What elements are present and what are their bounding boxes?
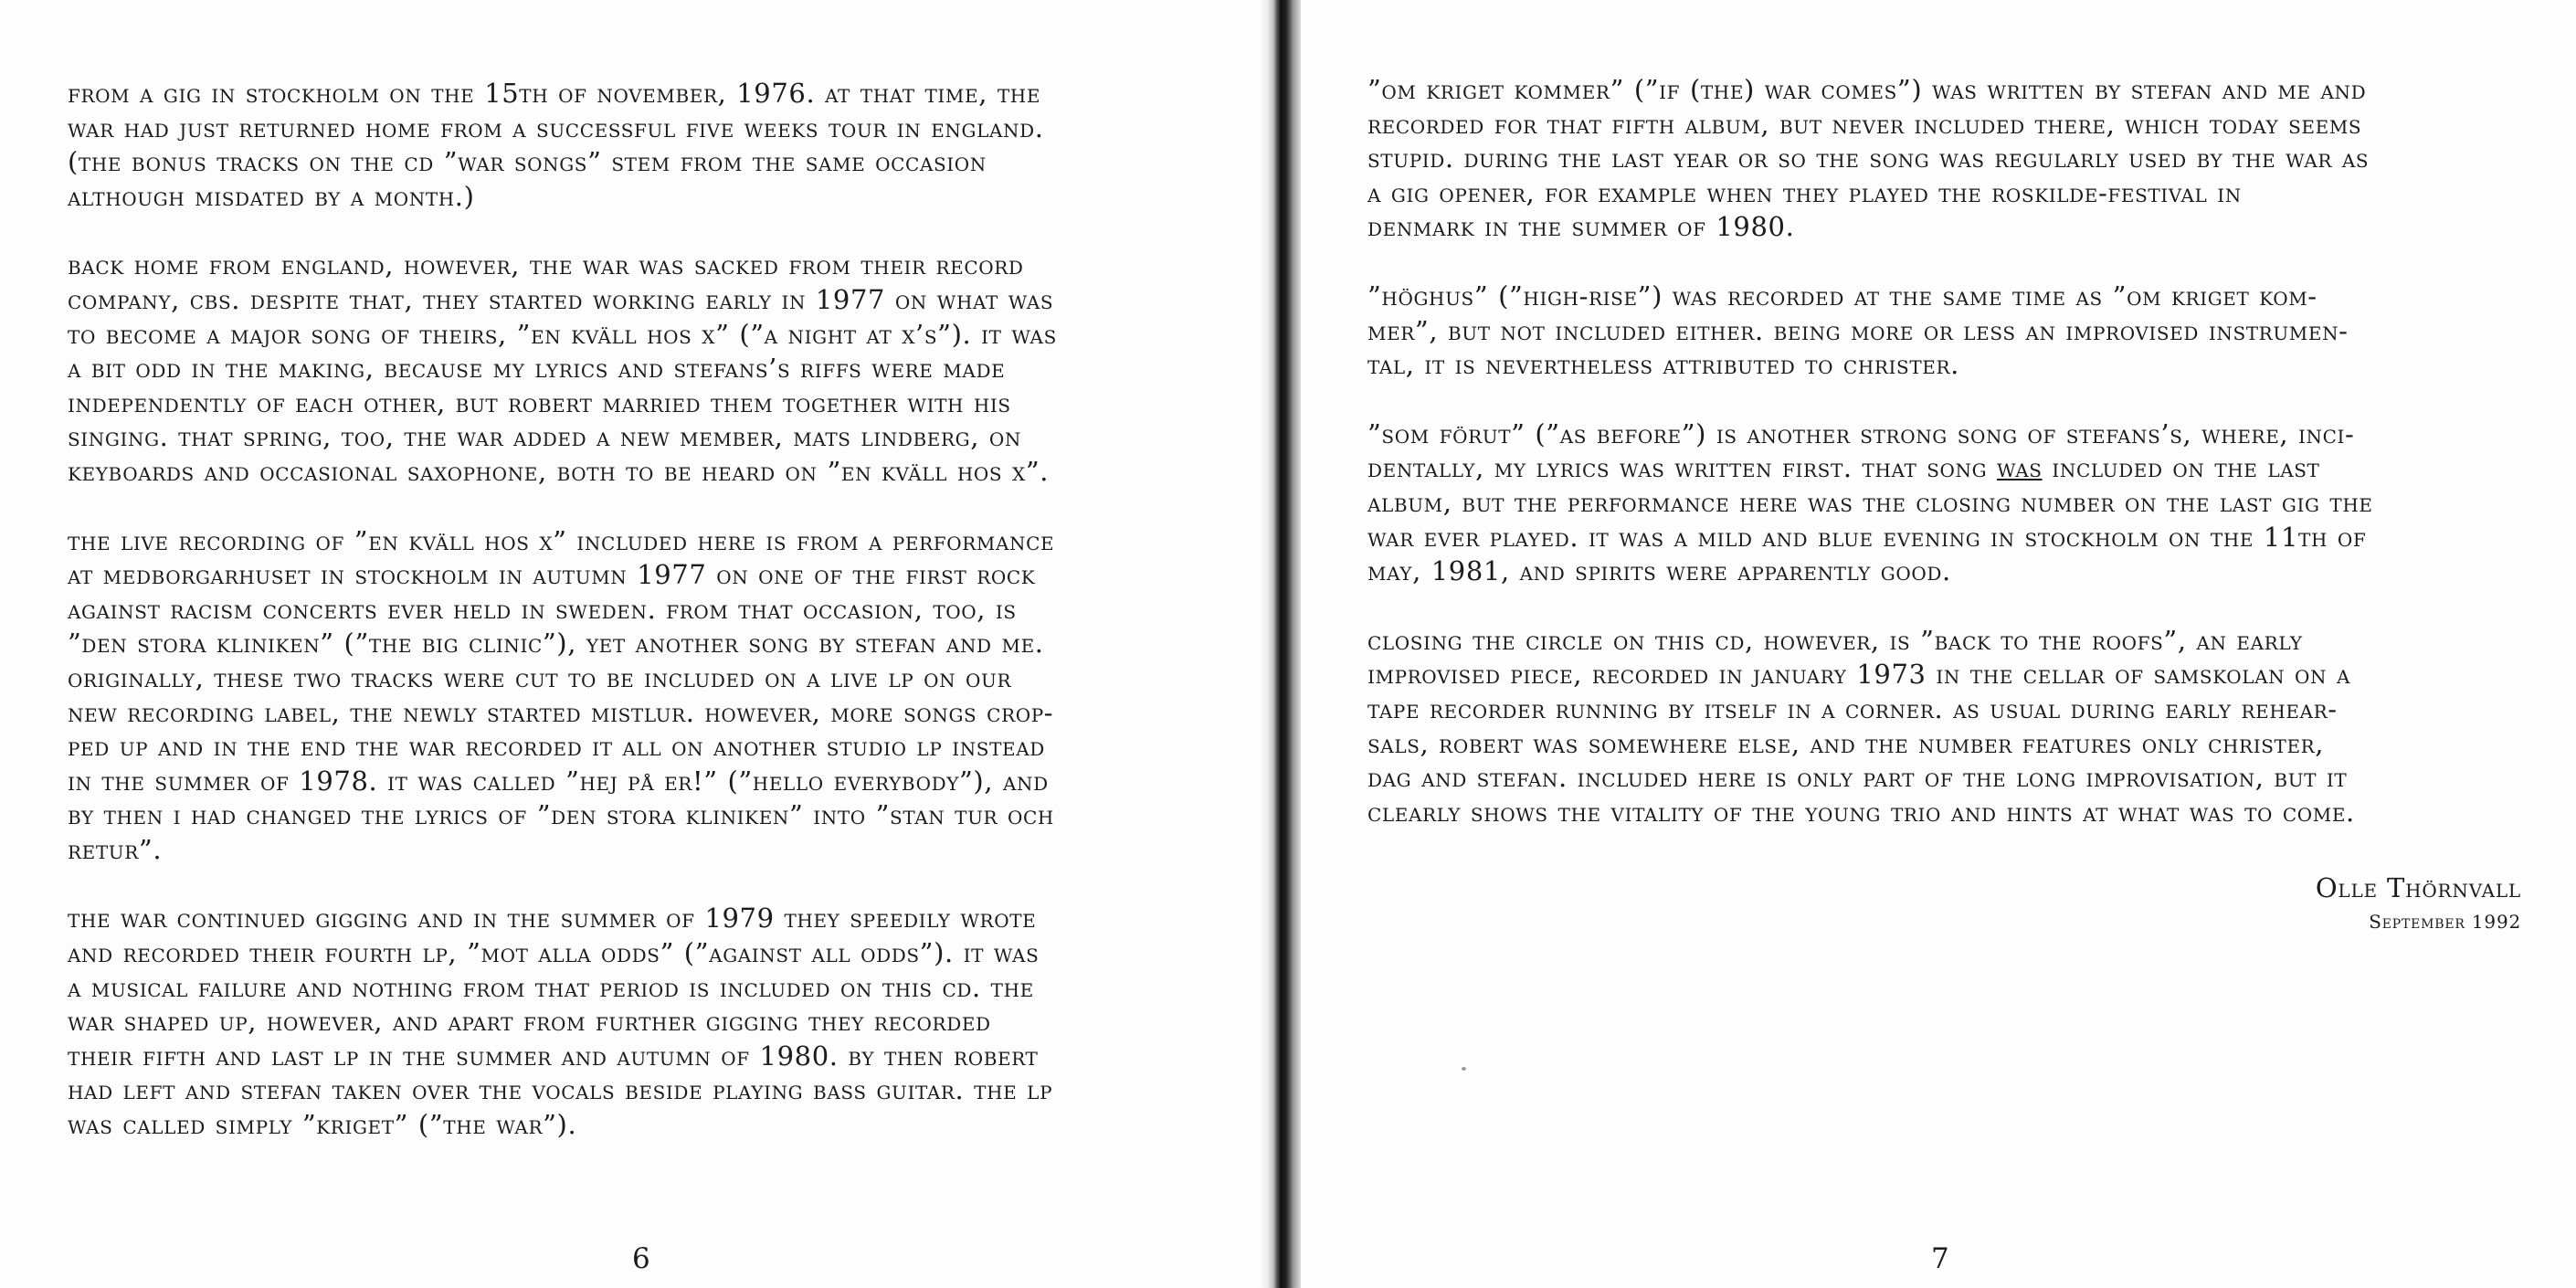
text-line: dag and stefan. included here is only part of the long improvisation, but it: [1367, 762, 2348, 794]
left-page: [0, 0, 1272, 1288]
left-paragraph-1: [68, 77, 1222, 214]
text-line: ped up and in the end the war recorded it all on another studio lp instead: [68, 731, 1045, 763]
text-line: singing. that spring, too, the war added a new member, mats lindberg, on: [68, 421, 1021, 453]
page-number-left: 6: [632, 1242, 650, 1275]
text-line: war had just returned home from a successful five weeks tour in england.: [68, 111, 1044, 143]
text-line: although misdated by a month.): [68, 180, 475, 212]
text-line: sals, robert was somewhere else, and the number features only christer,: [1367, 727, 2325, 759]
paper-speck: [1462, 1067, 1466, 1071]
text-line: album, but the performance here was the closing number on the last gig the: [1367, 486, 2373, 518]
text-line: at medborgarhuset in stockholm in autumn 1977 on one of the first rock: [68, 559, 1036, 591]
text-fragment: dentally, my lyrics was written first. that song: [1367, 452, 1998, 484]
right-page-body: [1367, 73, 2523, 864]
text-line: and recorded their fourth lp, ”mot alla odds” (”against all odds”). it was: [68, 937, 1040, 969]
text-line: ”som förut” (”as before”) is another strong song of stefans’s, where, inci-: [1367, 417, 2355, 449]
text-fragment: included on the last: [2042, 452, 2320, 484]
signature-date: September 1992: [2369, 911, 2521, 933]
text-line: ”om kriget kommer” (”if (the) war comes”) was written by stefan and me and: [1367, 74, 2367, 105]
text-line: back home from england, however, the war was sacked from their record: [68, 249, 1024, 281]
text-line: (the bonus tracks on the cd ”war songs” stem from the same occasion: [68, 146, 987, 178]
text-line: ”höghus” (”high-rise”) was recorded at the same time as ”om kriget kom-: [1367, 280, 2317, 311]
text-line: new recording label, the newly started mistlur. however, more songs crop-: [68, 696, 1054, 728]
left-paragraph-4: [68, 902, 1222, 1142]
author-name: Olle Thörnvall: [2315, 872, 2521, 903]
text-line: from a gig in stockholm on the 15th of november, 1976. at that time, the: [68, 78, 1041, 109]
text-line: a bit odd in the making, because my lyrics and stefans’s riffs were made: [68, 353, 1006, 385]
text-line: against racism concerts ever held in sweden. from that occasion, too, is: [68, 593, 1017, 625]
text-line: tal, it is nevertheless attributed to christer.: [1367, 349, 1959, 381]
text-line: denmark in the summer of 1980.: [1367, 211, 1795, 243]
right-paragraph-3: [1367, 417, 2523, 589]
text-line: ”den stora kliniken” (”the big clinic”), yet another song by stefan and me.: [68, 628, 1044, 660]
page-number-right: 7: [1931, 1242, 1949, 1275]
text-line: by then i had changed the lyrics of ”den stora kliniken” into ”stan tur och: [68, 799, 1054, 831]
text-line: war shaped up, however, and apart from further gigging they recorded: [68, 1006, 991, 1038]
right-paragraph-1: [1367, 73, 2523, 245]
text-line: in the summer of 1978. it was called ”hej på er!” (”hello everybody”), and: [68, 765, 1049, 797]
text-line: company, cbs. despite that, they started working early in 1977 on what was: [68, 283, 1054, 315]
text-line: stupid. during the last year or so the song was regularly used by the war as: [1367, 143, 2370, 174]
left-paragraph-3: [68, 524, 1222, 868]
author-signature: [2316, 870, 2521, 937]
text-line: closing the circle on this cd, however, is ”back to the roofs”, an early: [1367, 624, 2303, 656]
left-page-body: [68, 77, 1222, 1177]
text-line: to become a major song of theirs, ”en kväll hos x” (”a night at x’s”). it was: [68, 318, 1057, 350]
text-line: their fifth and last lp in the summer and autumn of 1980. by then robert: [68, 1040, 1039, 1072]
text-line: retur”.: [68, 833, 163, 865]
left-paragraph-2: [68, 248, 1222, 489]
text-line: tape recorder running by itself in a corner. as usual during early rehear-: [1367, 692, 2338, 724]
right-paragraph-2: [1367, 280, 2523, 383]
text-line: mer”, but not included either. being more or less an improvised instrumen-: [1367, 314, 2349, 346]
text-line: was called simply ”kriget” (”the war”).: [68, 1109, 577, 1141]
text-line: the war continued gigging and in the summer of 1979 they speedily wrote: [68, 903, 1037, 934]
text-line: may, 1981, and spirits were apparently good.: [1367, 555, 1951, 587]
text-line: improvised piece, recorded in january 1973 in the cellar of samskolan on a: [1367, 659, 2351, 691]
text-line: originally, these two tracks were cut to be included on a live lp on our: [68, 661, 1012, 693]
text-line: had left and stefan taken over the vocals beside playing bass guitar. the lp: [68, 1074, 1053, 1106]
text-line: clearly shows the vitality of the young trio and hints at what was to come.: [1367, 796, 2355, 828]
text-line: recorded for that fifth album, but never included there, which today seems: [1367, 108, 2362, 140]
text-line: the live recording of ”en kväll hos x” included here is from a performance: [68, 524, 1055, 556]
underlined-word: was: [1997, 452, 2043, 484]
text-line: keyboards and occasional saxophone, both to be heard on ”en kväll hos x”.: [68, 455, 1050, 487]
text-line: a musical failure and nothing from that period is included on this cd. the: [68, 971, 1034, 1003]
text-line: a gig opener, for example when they played the roskilde-festival in: [1367, 176, 2242, 208]
right-paragraph-4: [1367, 624, 2523, 830]
text-line: independently of each other, but robert married them together with his: [68, 386, 1011, 418]
text-line: [1367, 451, 2523, 486]
text-line: war ever played. it was a mild and blue evening in stockholm on the 11th of: [1367, 521, 2367, 553]
